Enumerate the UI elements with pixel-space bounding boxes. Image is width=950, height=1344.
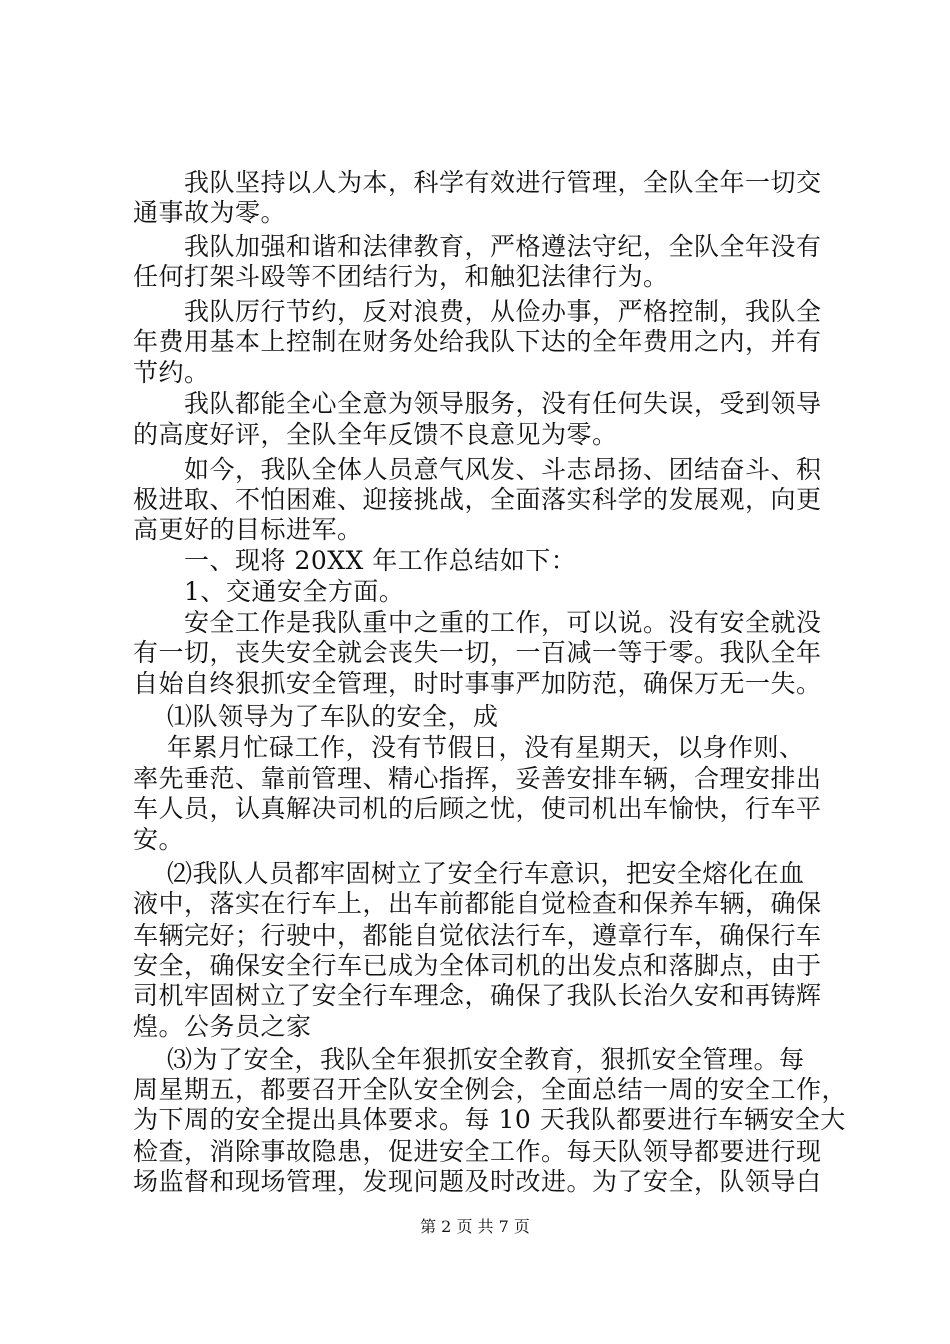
text-line: 高更好的目标进军。: [133, 515, 363, 544]
text-line: 通事故为零。: [133, 198, 287, 227]
text-line: 为下周的安全提出具体要求。每 10 天我队都要进行车辆安全大: [133, 1105, 846, 1134]
text-line: 我队都能全心全意为领导服务，没有任何失误，受到领导: [133, 389, 822, 418]
text-line: 安全，确保安全行车已成为全体司机的出发点和落脚点，由于: [133, 951, 822, 980]
text-line: ⑵我队人员都牢固树立了安全行车意识，把安全熔化在血: [133, 859, 805, 888]
text-line: 率先垂范、靠前管理、精心指挥，妥善安排车辆，合理安排出: [133, 764, 822, 793]
text-line: 自始自终狠抓安全管理，时时事事严加防范，确保万无一失。: [133, 669, 822, 698]
text-line: 煌。公务员之家: [133, 1012, 312, 1041]
text-line: 如今，我队全体人员意气风发、斗志昂扬、团结奋斗、积: [133, 455, 822, 484]
text-line: 安。: [133, 825, 185, 854]
text-line: 液中，落实在行车上，出车前都能自觉检查和保养车辆，确保: [133, 889, 822, 918]
text-line: 我队厉行节约，反对浪费，从俭办事，严格控制，我队全: [133, 297, 822, 326]
text-line: 年费用基本上控制在财务处给我队下达的全年费用之内，并有: [133, 327, 822, 356]
text-line: 有一切，丧失安全就会丧失一切，一百减一等于零。我队全年: [133, 638, 822, 667]
text-line: 我队加强和谐和法律教育，严格遵法守纪，全队全年没有: [133, 232, 822, 261]
text-line: 的高度好评，全队全年反馈不良意见为零。: [133, 420, 618, 449]
text-line: 检查，消除事故隐患，促进安全工作。每天队领导都要进行现: [133, 1137, 822, 1166]
page-footer: 第 2 页 共 7 页: [420, 1217, 530, 1236]
text-line: 任何打架斗殴等不团结行为，和触犯法律行为。: [133, 262, 669, 291]
text-line: ⑴队领导为了车队的安全，成: [133, 702, 499, 731]
text-line: 场监督和现场管理，发现问题及时改进。为了安全，队领导白: [133, 1167, 822, 1196]
text-line: 极进取、不怕困难、迎接挑战，全面落实科学的发展观，向更: [133, 485, 822, 514]
text-line: 一、现将 20XX 年工作总结如下：: [133, 546, 577, 575]
text-line: 1、交通安全方面。: [133, 577, 405, 606]
text-line: 司机牢固树立了安全行车理念，确保了我队长治久安和再铸辉: [133, 981, 822, 1010]
text-line: ⑶为了安全，我队全年狠抓安全教育，狠抓安全管理。每: [133, 1045, 805, 1074]
text-line: 车人员，认真解决司机的后顾之忧，使司机出车愉快，行车平: [133, 794, 822, 823]
text-line: 节约。: [133, 358, 210, 387]
text-line: 周星期五，都要召开全队安全例会，全面总结一周的安全工作，: [133, 1075, 848, 1104]
text-line: 安全工作是我队重中之重的工作，可以说。没有安全就没: [133, 608, 822, 637]
text-line: 车辆完好；行驶中，都能自觉依法行车，遵章行车，确保行车: [133, 921, 822, 950]
text-line: 我队坚持以人为本，科学有效进行管理，全队全年一切交: [133, 168, 822, 197]
text-line: 年累月忙碌工作，没有节假日，没有星期天，以身作则、: [133, 733, 805, 762]
